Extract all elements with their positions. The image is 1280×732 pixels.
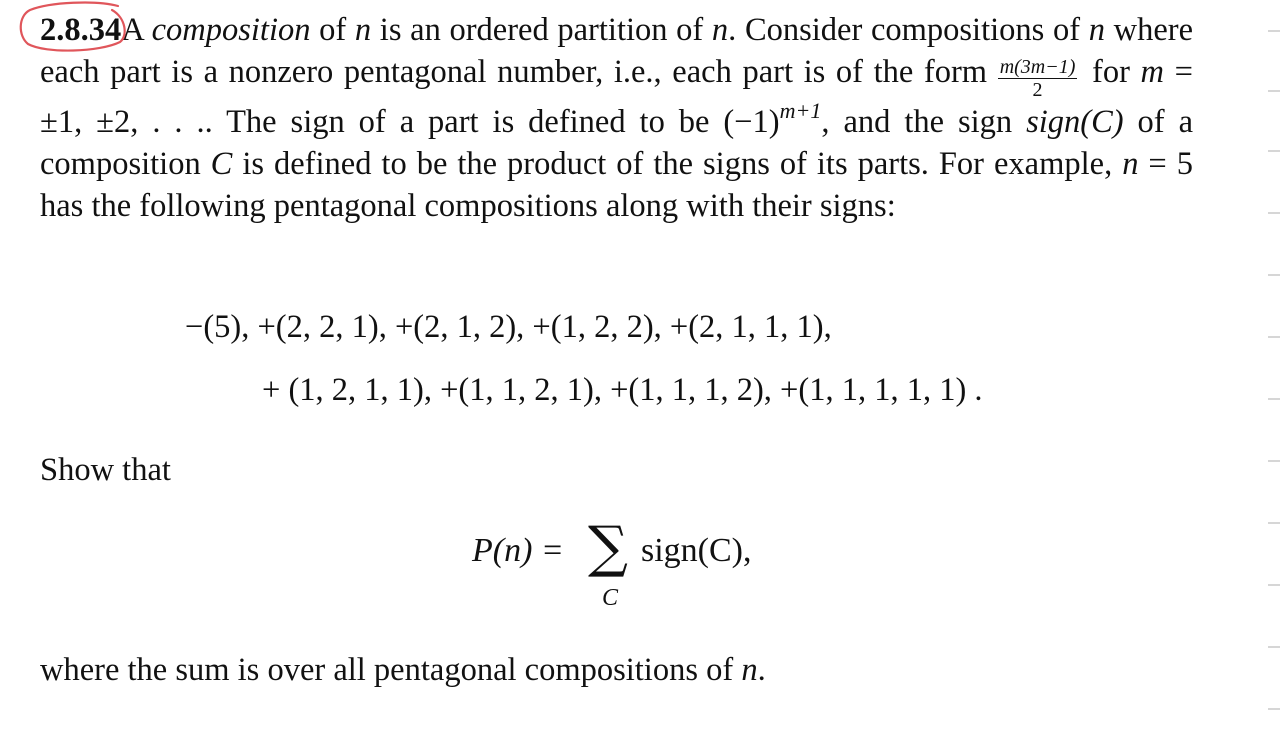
fraction-numerator: m(3m−1) bbox=[999, 56, 1076, 78]
edge-tick bbox=[1268, 522, 1280, 524]
edge-tick bbox=[1268, 708, 1280, 710]
summation-sigma: ∑ bbox=[588, 515, 628, 580]
edge-tick bbox=[1268, 584, 1280, 586]
text: . bbox=[757, 652, 766, 688]
text: . Consider compositions of bbox=[728, 12, 1081, 48]
edge-tick bbox=[1268, 212, 1280, 214]
text: for bbox=[1081, 54, 1141, 90]
var-n: n bbox=[1088, 12, 1105, 48]
edge-tick bbox=[1268, 30, 1280, 32]
var-n: n bbox=[354, 12, 372, 48]
edge-tick bbox=[1268, 646, 1280, 648]
var-m: m bbox=[1140, 54, 1165, 90]
text: is an ordered partition of bbox=[371, 12, 712, 48]
show-that-text: Show that bbox=[40, 452, 171, 488]
edge-tick bbox=[1268, 398, 1280, 400]
pentagonal-fraction bbox=[998, 56, 1078, 101]
text: = ±1, ±2, . . .. The sign of a part is defined to be (−1) bbox=[40, 54, 1193, 140]
fraction-denominator: 2 bbox=[1032, 79, 1043, 101]
problem-number: 2.8.34 bbox=[40, 12, 122, 48]
var-n: n bbox=[711, 12, 729, 48]
text: where the sum is over all pentagonal compositions of bbox=[40, 652, 742, 688]
text: A bbox=[121, 12, 152, 48]
page-edge-ticks bbox=[1266, 0, 1280, 732]
where-sentence bbox=[40, 650, 766, 690]
text: parts. For example, bbox=[857, 146, 1123, 182]
var-n: n bbox=[1122, 146, 1139, 182]
summation-index: C bbox=[602, 585, 619, 611]
formula-right: sign(C), bbox=[641, 532, 752, 569]
text: = 5 has the following pentagonal compositions along with bbox=[40, 146, 1193, 224]
var-n: n bbox=[741, 652, 758, 688]
sign-function: sign(C) bbox=[1026, 104, 1124, 140]
text: of a composition bbox=[40, 104, 1194, 182]
text: their signs: bbox=[752, 188, 896, 224]
display-compositions-line1: −(5), +(2, 2, 1), +(2, 1, 2), +(1, 2, 2), +(2, 1, 1, 1), bbox=[185, 309, 832, 345]
edge-tick bbox=[1268, 150, 1280, 152]
display-compositions-line2: + (1, 2, 1, 1), +(1, 1, 2, 1), +(1, 1, 1, 2), +(1, 1, 1, 1, 1) . bbox=[262, 372, 983, 408]
text: , and bbox=[821, 104, 891, 140]
term-composition: composition bbox=[151, 12, 311, 48]
formula-lhs: P(n) = bbox=[472, 532, 564, 569]
var-c: C bbox=[210, 146, 233, 182]
formula-left bbox=[472, 530, 564, 572]
text: is defined to be the product of the signs of its bbox=[232, 146, 848, 182]
problem-statement bbox=[40, 9, 1193, 227]
edge-tick bbox=[1268, 274, 1280, 276]
text: where each part is a nonzero pentagonal number, i.e., each part is of the form bbox=[40, 12, 1194, 90]
edge-tick bbox=[1268, 90, 1280, 92]
exponent: m+1 bbox=[779, 98, 822, 123]
edge-tick bbox=[1268, 460, 1280, 462]
text: the sign bbox=[904, 104, 1027, 140]
edge-tick bbox=[1268, 336, 1280, 338]
text: of bbox=[310, 12, 355, 48]
